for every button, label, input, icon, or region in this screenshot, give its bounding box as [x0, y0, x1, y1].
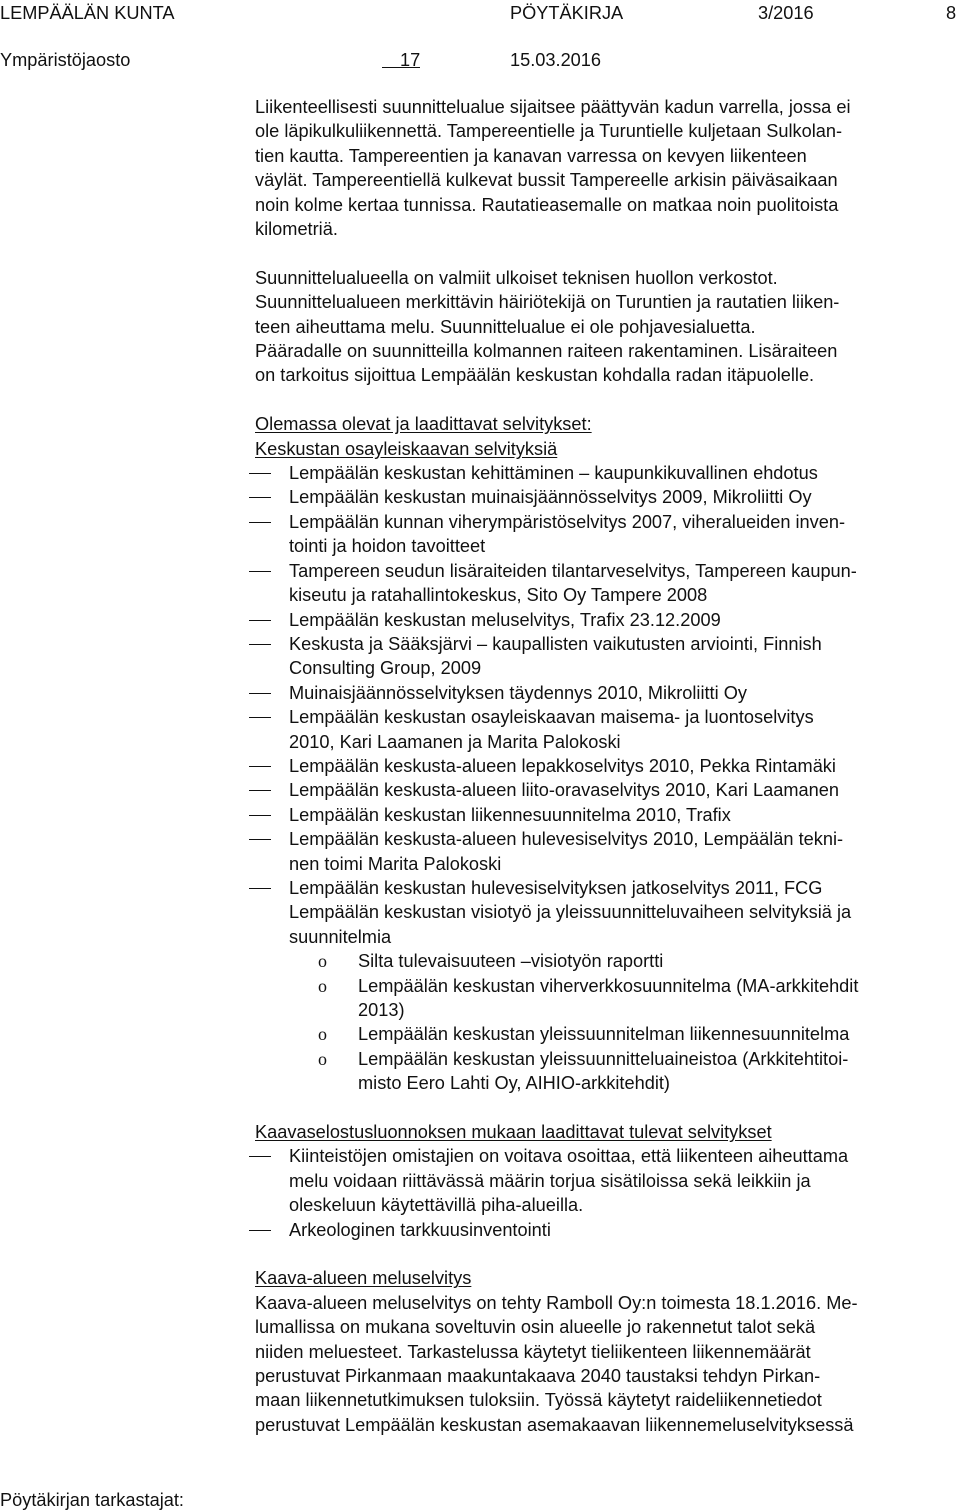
- list-item-text: Lempäälän keskustan muinaisjäännösselvitys 2009, Mikroliitti Oy: [289, 487, 812, 508]
- sub-list-item-text: 2013): [358, 1000, 405, 1020]
- list-item-text: Arkeologinen tarkkuusinventointi: [289, 1219, 551, 1240]
- text-line: noin kolme kertaa tunnissa. Rautatieasemalle on matkaa noin puolitoista: [255, 194, 839, 215]
- list-item-text: melu voidaan riittävässä määrin torjua sisätiloissa sekä leikkiin ja: [289, 1170, 811, 1191]
- text-line: tien kautta. Tampereentien ja kanavan varressa on kevyen liikenteen: [255, 145, 807, 166]
- list-item-text: Lempäälän kunnan viherympäristöselvitys 2007, viheralueiden inven-: [289, 511, 846, 532]
- sub-list-item: [255, 974, 955, 1023]
- master-plan-list: [255, 461, 955, 900]
- list-item: [255, 1144, 955, 1217]
- text-line: perustuvat Lempäälän keskustan asemakaavan liikennemeluselvityksessä: [255, 1414, 854, 1435]
- text-line: Suunnittelualueella on valmiit ulkoiset teknisen huollon verkostot.: [255, 267, 778, 288]
- committee-name: Ympäristöjaosto: [0, 50, 131, 70]
- sub-list-item-text: Silta tulevaisuuteen –visiotyön raportti: [358, 951, 664, 972]
- text-line: ole läpikulkuliikennettä. Tampereentielle ja Turuntielle kuljetaan Sulkolan-: [255, 121, 843, 142]
- list-item: [255, 461, 955, 485]
- sub-list-item-text: Lempäälän keskustan yleissuunnitelman liikennesuunnitelma: [358, 1024, 850, 1045]
- noise-study-heading: Kaava-alueen meluselvitys: [255, 1268, 472, 1289]
- sub-list-item-text: Lempäälän keskustan viherverkkosuunnitelma (MA-arkkitehdit: [358, 975, 859, 996]
- dash-bullet-icon: [249, 1156, 271, 1157]
- document-body: [255, 95, 955, 1437]
- page-number: 8: [946, 3, 957, 23]
- list-item-text: oleskeluun käytettävillä piha-alueilla.: [289, 1195, 584, 1216]
- list-item-text: 2010, Kari Laamanen ja Marita Palokoski: [289, 731, 621, 752]
- text-line: on tarkoitus sijoittua Lempäälän keskustan kohdalla radan itäpuolelle.: [255, 365, 815, 386]
- circle-bullet-icon: o: [318, 1048, 327, 1069]
- list-item: [255, 876, 955, 900]
- text-line: suunnitelmia: [289, 926, 392, 947]
- draft-studies-list: [255, 1144, 955, 1242]
- dash-bullet-icon: [249, 766, 271, 767]
- dash-bullet-icon: [249, 497, 271, 498]
- text-line: Kaava-alueen meluselvitys on tehty Ramboll Oy:n toimesta 18.1.2016. Me-: [255, 1292, 858, 1313]
- section-underline: [382, 67, 420, 68]
- list-item: [255, 485, 955, 509]
- dash-bullet-icon: [249, 815, 271, 816]
- dash-bullet-icon: [249, 693, 271, 694]
- list-item: [255, 1218, 955, 1242]
- dash-bullet-icon: [249, 473, 271, 474]
- list-item: [255, 632, 955, 681]
- list-item: [255, 778, 955, 802]
- list-item-text: Lempäälän keskusta-alueen lepakkoselvitys 2010, Pekka Rintamäki: [289, 755, 836, 776]
- text-line: teen aiheuttama melu. Suunnittelualue ei ole pohjavesialuetta.: [255, 316, 756, 337]
- circle-bullet-icon: o: [318, 1024, 327, 1045]
- list-item: [255, 559, 955, 608]
- list-item: [255, 608, 955, 632]
- dash-bullet-icon: [249, 888, 271, 889]
- list-item-text: Lempäälän keskustan meluselvitys, Trafix 23.12.2009: [289, 609, 721, 630]
- list-item: [255, 681, 955, 705]
- footer-inspectors-label: Pöytäkirjan tarkastajat:: [0, 1490, 184, 1510]
- sub-list-item-text: Lempäälän keskustan yleissuunnitteluaineistoa (Arkkitehtitoi-: [358, 1048, 849, 1069]
- studies-heading: Olemassa olevat ja laadittavat selvitykset:: [255, 414, 592, 435]
- text-line: Suunnittelualueen merkittävin häiriötekijä on Turuntien ja rautatien liiken-: [255, 292, 840, 313]
- list-item-text: tointi ja hoidon tavoitteet: [289, 536, 486, 557]
- dash-bullet-icon: [249, 1230, 271, 1231]
- text-line: maan liikennetutkimuksen tuloksiin. Työssä käytetyt raideliikennetiedot: [255, 1390, 822, 1411]
- list-item: [255, 827, 955, 876]
- dash-bullet-icon: [249, 620, 271, 621]
- intro-paragraph: [255, 95, 955, 241]
- list-item-text: Lempäälän keskustan liikennesuunnitelma 2010, Trafix: [289, 804, 731, 825]
- sub-list-item: [255, 949, 955, 973]
- sub-list-item: [255, 1022, 955, 1046]
- dash-bullet-icon: [249, 522, 271, 523]
- networks-paragraph: [255, 266, 955, 388]
- draft-studies-heading: Kaavaselostusluonnoksen mukaan laadittavat tulevat selvitykset: [255, 1122, 772, 1143]
- dash-bullet-icon: [249, 644, 271, 645]
- list-item: [255, 510, 955, 559]
- list-item-text: Lempäälän keskusta-alueen liito-oravaselvitys 2010, Kari Laamanen: [289, 780, 839, 801]
- municipality-name: LEMPÄÄLÄN KUNTA: [0, 3, 175, 23]
- master-plan-heading: Keskustan osayleiskaavan selvityksiä: [255, 438, 558, 459]
- list-item: [255, 803, 955, 827]
- text-line: Pääradalle on suunnitteilla kolmannen raiteen rakentaminen. Lisäraiteen: [255, 341, 838, 362]
- list-item-text: Consulting Group, 2009: [289, 658, 482, 679]
- list-item: [255, 705, 955, 754]
- list-item-text: Lempäälän keskustan osayleiskaavan maisema- ja luontoselvitys: [289, 707, 814, 728]
- dash-bullet-icon: [249, 571, 271, 572]
- sub-list-item-text: misto Eero Lahti Oy, AIHIO-arkkitehdit): [358, 1073, 670, 1094]
- vision-sub-list: [255, 949, 955, 1095]
- list-item-text: nen toimi Marita Palokoski: [289, 853, 502, 874]
- circle-bullet-icon: o: [318, 951, 327, 972]
- meeting-date: 15.03.2016: [510, 50, 602, 70]
- dash-bullet-icon: [249, 717, 271, 718]
- list-item: [255, 754, 955, 778]
- document-number: 3/2016: [758, 3, 814, 23]
- list-item-text: Lempäälän keskustan hulevesiselvityksen jatkoselvitys 2011, FCG: [289, 877, 823, 898]
- document-type: PÖYTÄKIRJA: [510, 3, 624, 23]
- text-line: niiden meluesteet. Tarkastelussa käytetyt tieliikenteen liikennemäärät: [255, 1341, 811, 1362]
- dash-bullet-icon: [249, 839, 271, 840]
- list-item-text: Lempäälän keskusta-alueen hulevesiselvitys 2010, Lempäälän tekni-: [289, 829, 844, 850]
- text-line: lumallissa on mukana soveltuvin osin alueelle jo rakennetut talot sekä: [255, 1317, 816, 1338]
- list-item-text: Tampereen seudun lisäraiteiden tilantarveselvitys, Tampereen kaupun-: [289, 560, 857, 581]
- noise-study-paragraph: [255, 1291, 955, 1437]
- list-item-text: Lempäälän keskustan kehittäminen – kaupunkikuvallinen ehdotus: [289, 463, 818, 484]
- text-line: Liikenteellisesti suunnittelualue sijaitsee päättyvän kadun varrella, jossa ei: [255, 97, 851, 117]
- sub-list-item: [255, 1047, 955, 1096]
- circle-bullet-icon: o: [318, 975, 327, 996]
- text-line: väylät. Tampereentiellä kulkevat bussit Tampereelle arkisin päiväsaikaan: [255, 170, 838, 191]
- page-header: [0, 0, 960, 70]
- text-line: kilometriä.: [255, 219, 338, 240]
- vision-work-item: [255, 900, 955, 949]
- dash-bullet-icon: [249, 790, 271, 791]
- section-number: 17: [400, 50, 421, 70]
- list-item-text: Kiinteistöjen omistajien on voitava osoittaa, että liikenteen aiheuttama: [289, 1146, 849, 1167]
- text-line: perustuvat Pirkanmaan maakuntakaava 2040 taustaksi tehdyn Pirkan-: [255, 1366, 821, 1387]
- text-line: Lempäälän keskustan visiotyö ja yleissuunnitteluvaiheen selvityksiä ja: [289, 902, 852, 923]
- list-item-text: Keskusta ja Sääksjärvi – kaupallisten vaikutusten arviointi, Finnish: [289, 633, 822, 654]
- list-item-text: kiseutu ja ratahallintokeskus, Sito Oy Tampere 2008: [289, 585, 708, 606]
- list-item-text: Muinaisjäännösselvityksen täydennys 2010, Mikroliitti Oy: [289, 682, 747, 703]
